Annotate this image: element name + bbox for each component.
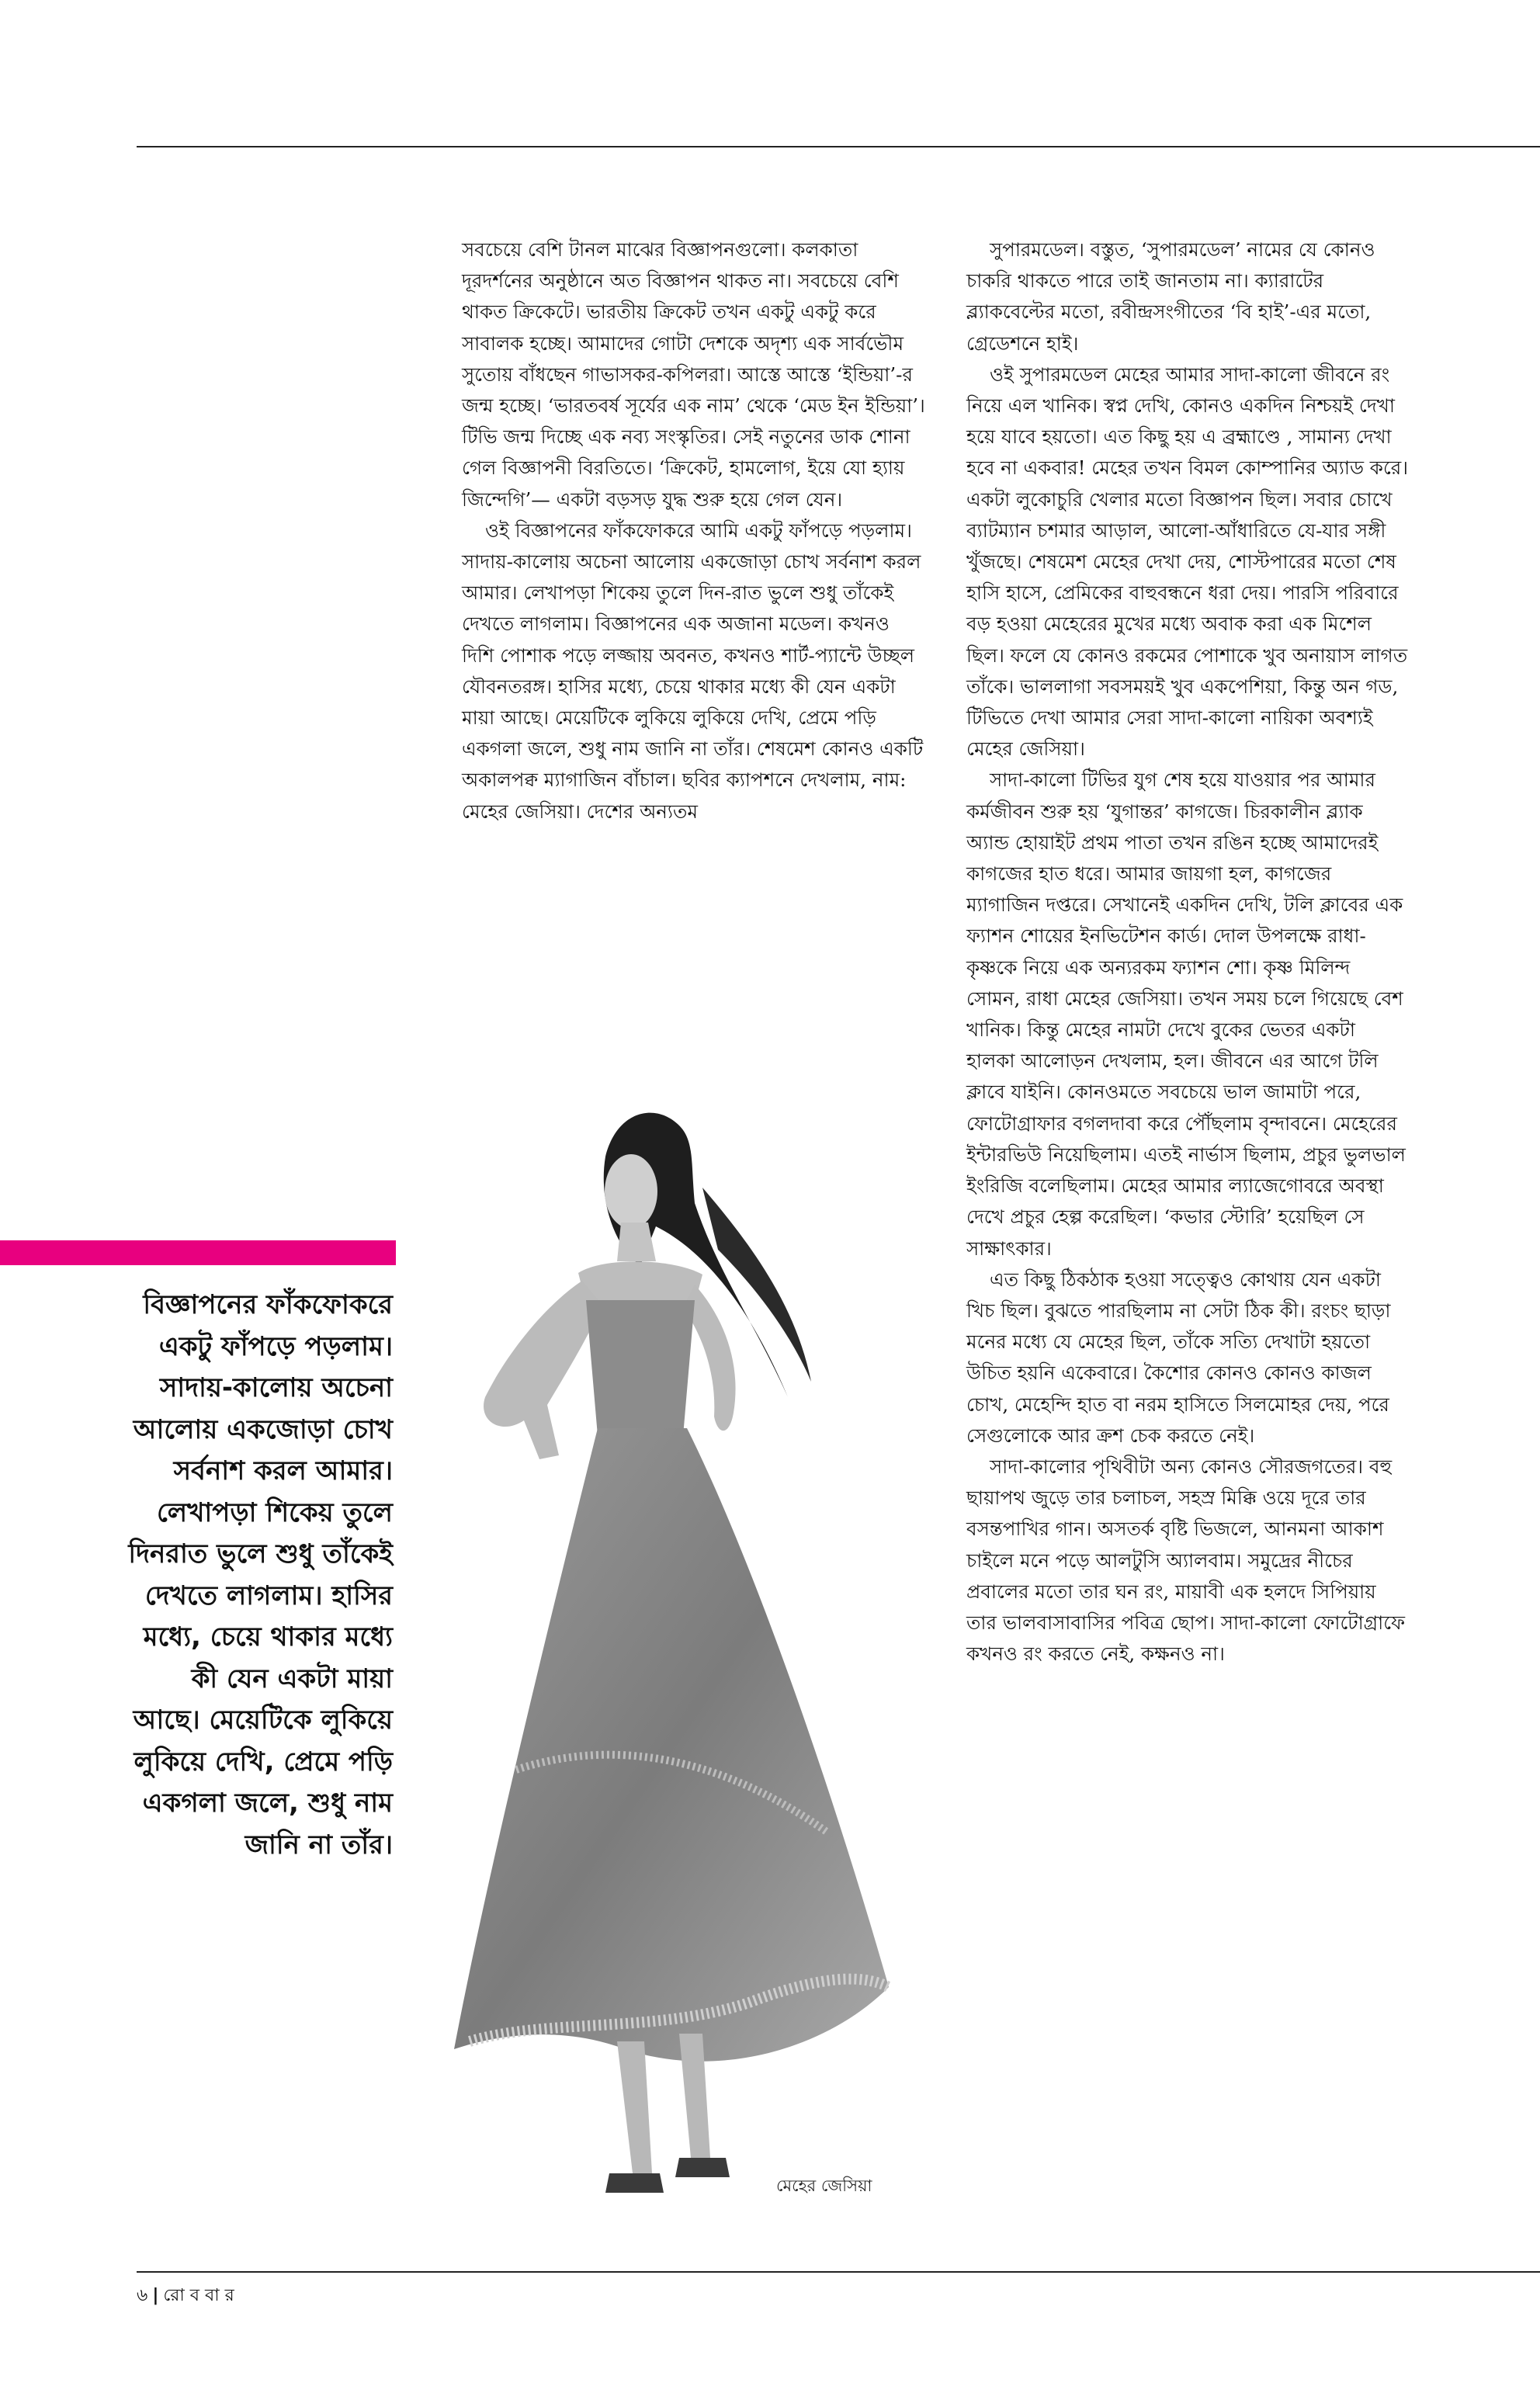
photo-caption: মেহের জেসিয়া [776,2176,872,2195]
model-photo [423,1071,928,2220]
magazine-name: রো ব বা র [163,2286,234,2305]
pull-quote: বিজ্ঞাপনের ফাঁকফোকরে একটু ফাঁপড়ে পড়লাম। সাদায়-কালোয় অচেনা আলোয় একজোড়া চোখ সর্বনাশ করল আমার। লেখাপড়া শিকেয় তুলে দিনরাত ভুলে শুধু তাঁকেই দেখতে লাগলাম। হাসির মধ্যে, চেয়ে থাকার মধ্যে কী যেন একটা মায়া আছে। মেয়েটিকে লুকিয়ে লুকিয়ে দেখি, প্রেমে পড়ি একগলা জলে, শুধু নাম জানি না তাঁর। [128,1289,393,1861]
article-paragraph: এত কিছু ঠিকঠাক হওয়া সত্ত্বেও কোথায় যেন একটা খিচ ছিল। বুঝতে পারছিলাম না সেটা ঠিক কী। রংচং ছাড়া মনের মধ্যে যে মেহের ছিল, তাঁকে সত্যি দেখাটা হয়তো উচিত হয়নি একেবারে। কৈশোর কোনও কোনও কাজল চোখ, মেহেন্দি হাত বা নরম হাসিতে সিলমোহর দেয়, পরে সেগুলোকে আর ক্রশ চেক করতে নেই। [966,1268,1391,1447]
article-column-middle [462,234,928,827]
article-paragraph: ওই বিজ্ঞাপনের ফাঁকফোকরে আমি একটু ফাঁপড়ে পড়লাম। সাদায়-কালোয় অচেনা আলোয় একজোড়া চোখ সর্বনাশ করল আমার। লেখাপড়া শিকেয় তুলে দিন-রাত ভুলে শুধু তাঁকেই দেখতে লাগলাম। বিজ্ঞাপনের এক অজানা মডেল। কখনও দিশি পোশাক পড়ে লজ্জায় অবনত, কখনও শার্ট-প্যান্টে উচ্ছল যৌবনতরঙ্গ। হাসির মধ্যে, চেয়ে থাকার মধ্যে কী যেন একটা মায়া আছে। মেয়েটিকে লুকিয়ে লুকিয়ে দেখি, প্রেমে পড়ি একগলা জলে, শুধু নাম জানি না তাঁর। শেষমেশ কোনও একটি অকালপক্ব ম্যাগাজিন বাঁচাল। ছবির ক্যাপশনে দেখলাম, নাম: মেহের জেসিয়া। দেশের অন্যতম [462,518,924,823]
article-paragraph: ওই সুপারমডেল মেহের আমার সাদা-কালো জীবনে রং নিয়ে এল খানিক। স্বপ্ন দেখি, কোনও একদিন নিশ্চয়ই দেখা হয়ে যাবে হয়তো। এত কিছু হয় এ ব্রহ্মাণ্ডে , সামান্য দেখা হবে না একবার! মেহের তখন বিমল কোম্পানির অ্যাড করে। একটা লুকোচুরি খেলার মতো বিজ্ঞাপন ছিল। সবার চোখে ব্যাটম্যান চশমার আড়াল, আলো-আঁধারিতে যে-যার সঙ্গী খুঁজছে। শেষমেশ মেহের দেখা দেয়, শোস্টপারের মতো শেষ হাসি হাসে, প্রেমিকের বাহুবন্ধনে ধরা দেয়। পারসি পরিবারে বড় হওয়া মেহেরের মুখের মধ্যে অবাক করা এক মিশেল ছিল। ফলে যে কোনও রকমের পোশাকে খুব অনায়াস লাগত তাঁকে। ভাললাগা সবসময়ই খুব একপেশিয়া, কিন্তু অন গড, টিভিতে দেখা আমার সেরা সাদা-কালো নায়িকা অবশ্যই মেহের জেসিয়া। [966,362,1409,761]
pullquote-accent-bar [0,1240,396,1265]
article-column-right [966,234,1409,1670]
article-paragraph: সাদা-কালোর পৃথিবীটা অন্য কোনও সৌরজগতের। বহু ছায়াপথ জুড়ে তার চলাচল, সহস্র মিক্কি ওয়ে দূরে তার বসন্তপাখির গান। অসতর্ক বৃষ্টি ভিজলে, আনমনা আকাশ চাইলে মনে পড়ে আলটুসি অ্যালবাম। সমুদ্রের নীচের প্রবালের মতো তার ঘন রং, মায়াবী এক হলদে সিপিয়ায় তার ভালবাসাবাসির পবিত্র ছোপ। সাদা-কালো ফোটোগ্রাফে কখনও রং করতে নেই, কক্ষনও না। [966,1455,1405,1666]
article-paragraph: সবচেয়ে বেশি টানল মাঝের বিজ্ঞাপনগুলো। কলকাতা দূরদর্শনের অনুষ্ঠানে অত বিজ্ঞাপন থাকত না। সবচেয়ে বেশি থাকত ক্রিকেটে। ভারতীয় ক্রিকেট তখন একটু একটু করে সাবালক হচ্ছে। আমাদের গোটা দেশকে অদৃশ্য এক সার্বভৌম সুতোয় বাঁধছেন গাভাসকর-কপিলরা। আস্তে আস্তে ‘ইন্ডিয়া’-র জন্ম হচ্ছে। ‘ভারতবর্ষ সূর্যের এক নাম’ থেকে ‘মেড ইন ইন্ডিয়া’। টিভি জন্ম দিচ্ছে এক নব্য সংস্কৃতির। সেই নতুনের ডাক শোনা গেল বিজ্ঞাপনী বিরতিতে। ‘ক্রিকেট, হামলোগ, ইয়ে যো হ্যায় জিন্দেগি’— একটা বড়সড় যুদ্ধ শুরু হয়ে গেল যেন। [462,238,925,511]
article-paragraph: সুপারমডেল। বস্তুত, ‘সুপারমডেল’ নামের যে কোনও চাকরি থাকতে পারে তাই জানতাম না। ক্যারাটের ব্ল্যাকবেল্টের মতো, রবীন্দ্রসংগীতের ‘বি হাই’-এর মতো, গ্রেডেশনে হাই। [966,238,1375,355]
top-rule [137,146,1540,147]
article-paragraph: সাদা-কালো টিভির যুগ শেষ হয়ে যাওয়ার পর আমার কর্মজীবন শুরু হয় ‘যুগান্তর’ কাগজে। চিরকালীন ব্ল্যাক অ্যান্ড হোয়াইট প্রথম পাতা তখন রঙিন হচ্ছে আমাদেরই কাগজের হাত ধরে। আমার জায়গা হল, কাগজের ম্যাগাজিন দপ্তরে। সেখানেই একদিন দেখি, টলি ক্লাবের এক ফ্যাশন শোয়ের ইনভিটেশন কার্ড। দোল উপলক্ষে রাধা-কৃষ্ণকে নিয়ে এক অন্যরকম ফ্যাশন শো। কৃষ্ণ মিলিন্দ সোমন, রাধা মেহের জেসিয়া। তখন সময় চলে গিয়েছে বেশ খানিক। কিন্তু মেহের নামটা দেখে বুকের ভেতর একটা হালকা আলোড়ন দেখলাম, হল। জীবনে এর আগে টলি ক্লাবে যাইনি। কোনওমতে সবচেয়ে ভাল জামাটা পরে, ফোটোগ্রাফার বগলদাবা করে পৌঁছলাম বৃন্দাবনে। মেহেরের ইন্টারভিউ নিয়েছিলাম। এতই নার্ভাস ছিলাম, প্রচুর ভুলভাল ইংরিজি বলেছিলাম। মেহের আমার ল্যাজেগোবরে অবস্থা দেখে প্রচুর হেল্প করেছিল। ‘কভার স্টোরি’ হয়েছিল সে সাক্ষাৎকার। [966,768,1406,1260]
page-footer [137,2282,234,2311]
face-shape [605,1154,657,1229]
dress-skirt-shape [454,1428,889,2062]
bottom-rule [137,2271,1540,2273]
page-number: ৬ [137,2286,148,2305]
footer-separator: | [152,2286,159,2305]
